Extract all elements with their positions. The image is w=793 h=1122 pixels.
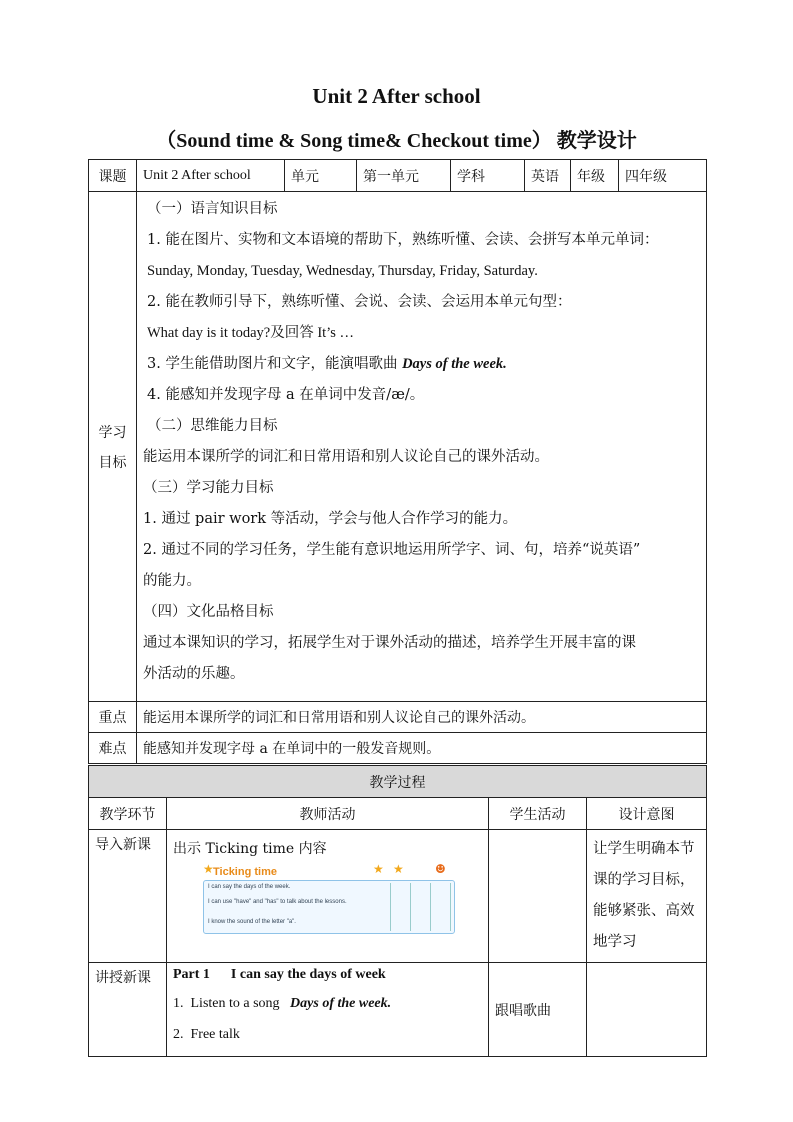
objective-line: 外活动的乐趣。 bbox=[143, 666, 245, 682]
objective-line: （一）语言知识目标 bbox=[147, 201, 278, 217]
purpose-cell bbox=[587, 963, 707, 1057]
document-title: Unit 2 After school bbox=[312, 84, 481, 108]
topic-value: Unit 2 After school bbox=[137, 160, 285, 192]
objective-line: 2. 能在教师引导下，熟练听懂、会说、会读、会运用本单元句型： bbox=[147, 294, 572, 310]
difficulty-label: 难点 bbox=[89, 733, 137, 764]
objective-text: 3. 学生能借助图片和文字，能演唱歌曲 bbox=[147, 356, 403, 372]
star-icon: ★ bbox=[373, 862, 384, 876]
unit-value: 第一单元 bbox=[357, 160, 451, 192]
objective-line: （四）文化品格目标 bbox=[143, 604, 274, 620]
objective-line: 2. 通过不同的学习任务，学生能有意识地运用所学字、词、句，培养“说英语” bbox=[143, 542, 641, 558]
song-title: Days of the week. bbox=[290, 996, 392, 1011]
objective-line: 通过本课知识的学习，拓展学生对于课外活动的描述，培养学生开展丰富的课 bbox=[143, 635, 636, 651]
objective-line: Sunday, Monday, Tuesday, Wednesday, Thursday, Friday, Saturday. bbox=[147, 263, 538, 279]
activity-text: 1. Listen to a song bbox=[173, 996, 291, 1011]
objective-line: 4. 能感知并发现字母 a 在单词中发音/æ/。 bbox=[147, 387, 425, 403]
activity-item bbox=[173, 987, 482, 1021]
stage-cell: 讲授新课 bbox=[89, 963, 167, 1057]
student-activity-cell bbox=[489, 830, 587, 963]
objectives-label-line1: 学习 bbox=[98, 424, 127, 441]
mascot-icon: ☻ bbox=[435, 862, 446, 876]
star-icon: ★ bbox=[203, 862, 214, 876]
topic-label: 课题 bbox=[89, 160, 137, 192]
objective-line: What day is it today?及回答 It’s … bbox=[147, 325, 354, 341]
column-header: 学生活动 bbox=[489, 798, 587, 830]
process-columns-row bbox=[89, 798, 707, 830]
objectives-label-line2: 目标 bbox=[98, 454, 127, 471]
ticking-time-image bbox=[203, 862, 455, 934]
info-row bbox=[89, 160, 707, 192]
purpose-line: 让学生明确本节 bbox=[593, 841, 695, 857]
objectives-row bbox=[89, 192, 707, 702]
teacher-activity-cell bbox=[167, 830, 489, 963]
table-row bbox=[89, 963, 707, 1057]
key-point-row bbox=[89, 702, 707, 733]
purpose-line: 地学习 bbox=[593, 934, 637, 950]
process-header-row bbox=[89, 766, 707, 798]
objective-line: 能运用本课所学的词汇和日常用语和别人议论自己的课外活动。 bbox=[143, 449, 549, 465]
purpose-cell bbox=[587, 830, 707, 963]
column-header: 设计意图 bbox=[587, 798, 707, 830]
column-header: 教师活动 bbox=[167, 798, 489, 830]
objective-line: （二）思维能力目标 bbox=[147, 418, 278, 434]
ticking-cells bbox=[390, 883, 452, 931]
objective-line: 1. 能在图片、实物和文本语境的帮助下，熟练听懂、会读、会拼写本单元单词： bbox=[147, 232, 659, 248]
objective-line bbox=[143, 349, 700, 380]
objectives-content bbox=[137, 192, 707, 702]
objective-line: 的能力。 bbox=[143, 573, 201, 589]
ticking-time-heading: Ticking time bbox=[213, 866, 277, 878]
teacher-activity-text: 出示 Ticking time 内容 bbox=[173, 841, 327, 857]
subject-label: 学科 bbox=[451, 160, 525, 192]
teacher-activity-cell bbox=[167, 963, 489, 1057]
song-title: Days of the week. bbox=[402, 356, 507, 372]
objective-line: 1. 通过 pair work 等活动，学会与他人合作学习的能力。 bbox=[143, 511, 518, 527]
star-icon: ★ bbox=[393, 862, 404, 876]
objectives-label bbox=[89, 192, 137, 702]
column-header: 教学环节 bbox=[89, 798, 167, 830]
ticking-time-box bbox=[203, 880, 455, 934]
subject-value: 英语 bbox=[525, 160, 571, 192]
grade-label: 年级 bbox=[571, 160, 619, 192]
process-header: 教学过程 bbox=[89, 766, 707, 798]
ticking-row: I can use "have" and "has" to talk about the lessons. bbox=[208, 899, 347, 905]
purpose-line: 能够紧张、高效 bbox=[593, 903, 695, 919]
lesson-info-table bbox=[88, 159, 707, 764]
part-title: Part 1 I can say the days of week bbox=[173, 967, 386, 982]
document-subtitle: （Sound time & Song time& Checkout time） 教学设计 bbox=[156, 130, 637, 152]
activity-item: 2. Free talk bbox=[173, 1027, 240, 1042]
student-activity-cell: 跟唱歌曲 bbox=[489, 963, 587, 1057]
difficulty-row bbox=[89, 733, 707, 764]
objective-line: （三）学习能力目标 bbox=[143, 480, 274, 496]
difficulty-value: 能感知并发现字母 a 在单词中的一般发音规则。 bbox=[137, 733, 707, 764]
key-point-label: 重点 bbox=[89, 702, 137, 733]
ticking-row: I can say the days of the week. bbox=[208, 884, 291, 890]
grade-value: 四年级 bbox=[619, 160, 707, 192]
teaching-process-table bbox=[88, 765, 707, 1057]
key-point-value: 能运用本课所学的词汇和日常用语和别人议论自己的课外活动。 bbox=[137, 702, 707, 733]
stage-cell: 导入新课 bbox=[89, 830, 167, 963]
ticking-row: I know the sound of the letter "a". bbox=[208, 919, 296, 925]
unit-label: 单元 bbox=[285, 160, 357, 192]
table-row bbox=[89, 830, 707, 963]
purpose-line: 课的学习目标， bbox=[593, 872, 695, 888]
